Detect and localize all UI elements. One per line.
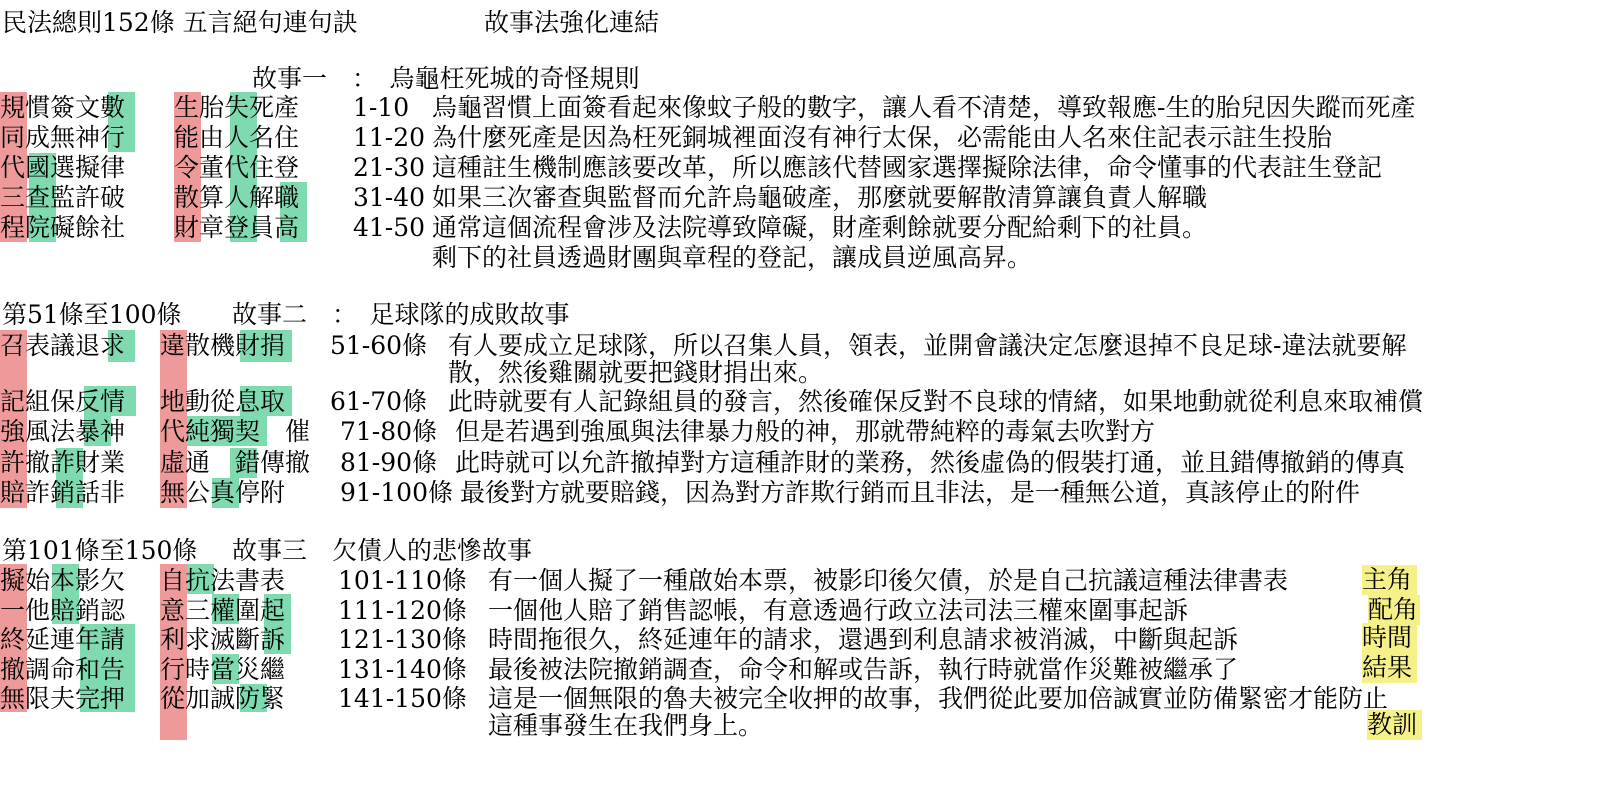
story-line: 通常這個流程會涉及法院導致障礙，財產剩餘就要分配給剩下的社員。 bbox=[432, 213, 1208, 242]
verse-line: 許撤詐財業 bbox=[0, 448, 126, 477]
article-range: 91-100條 bbox=[340, 478, 453, 507]
article-range: 31-40 bbox=[353, 183, 426, 212]
story-line: 最後被法院撤銷調查，命令和解或告訴，執行時就當作災難被繼承了 bbox=[488, 655, 1239, 684]
verse-line: 虛通 錯傳撤 bbox=[160, 448, 311, 477]
article-range: 51-60條 bbox=[330, 331, 428, 360]
story-line: 時間拖很久，終延連年的請求，還遇到利息請求被消滅，中斷與起訴 bbox=[488, 625, 1239, 654]
page-subtitle: 故事法強化連結 bbox=[484, 8, 660, 37]
verse-line: 能由人名住 bbox=[174, 123, 300, 152]
verse-line: 違散機財捐 bbox=[160, 331, 286, 360]
verse-line: 一他賠銷認 bbox=[0, 596, 126, 625]
article-range: 141-150條 bbox=[338, 684, 467, 713]
verse-line: 終延連年請 bbox=[0, 625, 126, 654]
verse-line: 從加誠防緊 bbox=[160, 684, 286, 713]
article-range: 11-20 bbox=[353, 123, 426, 152]
verse-line: 令董代住登 bbox=[174, 153, 300, 182]
article-range: 71-80條 bbox=[340, 417, 438, 446]
section-range-label: 第51條至100條 bbox=[2, 300, 182, 329]
article-range: 101-110條 bbox=[338, 566, 467, 595]
verse-line: 三查監許破 bbox=[0, 183, 126, 212]
section-range-label: 第101條至150條 bbox=[2, 536, 198, 565]
verse-line: 代純獨契 催 bbox=[160, 417, 311, 446]
verse-line: 意三權圍起 bbox=[160, 596, 286, 625]
story-role-tag: 時間 bbox=[1362, 623, 1413, 652]
story-line: 有人要成立足球隊，所以召集人員，領表，並開會議決定怎麼退掉不良足球-違法就要解 bbox=[448, 331, 1407, 360]
story-role-tag: 教訓 bbox=[1367, 710, 1418, 739]
verse-line: 生胎失死產 bbox=[174, 93, 300, 122]
story-line: 這種註生機制應該要改革，所以應該代替國家選擇擬除法律，命令懂事的代表註生登記 bbox=[432, 153, 1383, 182]
story-line: 這是一個無限的魯夫被完全收押的故事，我們從此要加倍誠實並防備緊密才能防止 bbox=[488, 684, 1389, 713]
article-range: 21-30 bbox=[353, 153, 426, 182]
story-line: 最後對方就要賠錢，因為對方詐欺行銷而且非法，是一種無公道，真該停止的附件 bbox=[460, 478, 1361, 507]
story-line-continuation: 剩下的社員透過財團與章程的登記，讓成員逆風高昇。 bbox=[432, 243, 1033, 272]
story-line-continuation: 這種事發生在我們身上。 bbox=[488, 711, 764, 740]
verse-line: 無限夫完押 bbox=[0, 684, 126, 713]
article-range: 41-50 bbox=[353, 213, 426, 242]
story-role-tag: 結果 bbox=[1362, 653, 1413, 682]
verse-line: 散算人解職 bbox=[174, 183, 300, 212]
verse-line: 規慣簽文數 bbox=[0, 93, 126, 122]
verse-line: 強風法暴神 bbox=[0, 417, 126, 446]
article-range: 1-10 bbox=[353, 93, 410, 122]
story-line: 烏龜習慣上面簽看起來像蚊子般的數字，讓人看不清楚，導致報應-生的胎兒因失蹤而死產 bbox=[432, 93, 1416, 122]
verse-line: 撤調命和告 bbox=[0, 655, 126, 684]
verse-line: 記組保反情 bbox=[0, 387, 126, 416]
article-range: 111-120條 bbox=[338, 596, 467, 625]
story-line: 此時就可以允許撤掉對方這種詐財的業務，然後虛偽的假裝打通，並且錯傳撤銷的傳真 bbox=[455, 448, 1406, 477]
verse-line: 擬始本影欠 bbox=[0, 566, 126, 595]
article-range: 61-70條 bbox=[330, 387, 428, 416]
story-heading: 故事一 ： 烏龜枉死城的奇怪規則 bbox=[252, 64, 640, 93]
article-range: 81-90條 bbox=[340, 448, 438, 477]
story-line: 但是若遇到強風與法律暴力般的神，那就帶純粹的毒氣去吹對方 bbox=[455, 417, 1156, 446]
story-line: 為什麼死產是因為枉死銅城裡面沒有神行太保，必需能由人名來住記表示註生投胎 bbox=[432, 123, 1333, 152]
story-role-tag: 主角 bbox=[1362, 565, 1413, 594]
verse-line: 程院礙餘社 bbox=[0, 213, 126, 242]
verse-line: 自抗法書表 bbox=[160, 566, 286, 595]
page-title: 民法總則152條 五言絕句連句訣 bbox=[2, 8, 358, 37]
story-heading: 故事三 欠債人的悲慘故事 bbox=[232, 536, 533, 565]
verse-line: 財章登員高 bbox=[174, 213, 300, 242]
verse-line: 代國選擬律 bbox=[0, 153, 126, 182]
story-line: 一個他人賠了銷售認帳，有意透過行政立法司法三權來圍事起訴 bbox=[488, 596, 1189, 625]
verse-line: 利求滅斷訴 bbox=[160, 625, 286, 654]
verse-line: 賠詐銷話非 bbox=[0, 478, 126, 507]
story-line-continuation: 散，然後雞關就要把錢財捐出來。 bbox=[448, 358, 824, 387]
verse-line: 行時當災繼 bbox=[160, 655, 286, 684]
story-line: 如果三次審查與監督而允許烏龜破產，那麼就要解散清算讓負責人解職 bbox=[432, 183, 1208, 212]
story-line: 此時就要有人記錄組員的發言，然後確保反對不良球的情緒，如果地動就從利息來取補償 bbox=[448, 387, 1424, 416]
story-role-tag: 配角 bbox=[1368, 595, 1419, 624]
story-heading: 故事二 ： 足球隊的成敗故事 bbox=[232, 300, 570, 329]
article-range: 121-130條 bbox=[338, 625, 467, 654]
story-line: 有一個人擬了一種啟始本票，被影印後欠債，於是自己抗議這種法律書表 bbox=[488, 566, 1289, 595]
verse-line: 召表議退求 bbox=[0, 331, 126, 360]
verse-line: 地動從息取 bbox=[160, 387, 286, 416]
verse-line: 同成無神行 bbox=[0, 123, 126, 152]
article-range: 131-140條 bbox=[338, 655, 467, 684]
verse-line: 無公真停附 bbox=[160, 478, 286, 507]
